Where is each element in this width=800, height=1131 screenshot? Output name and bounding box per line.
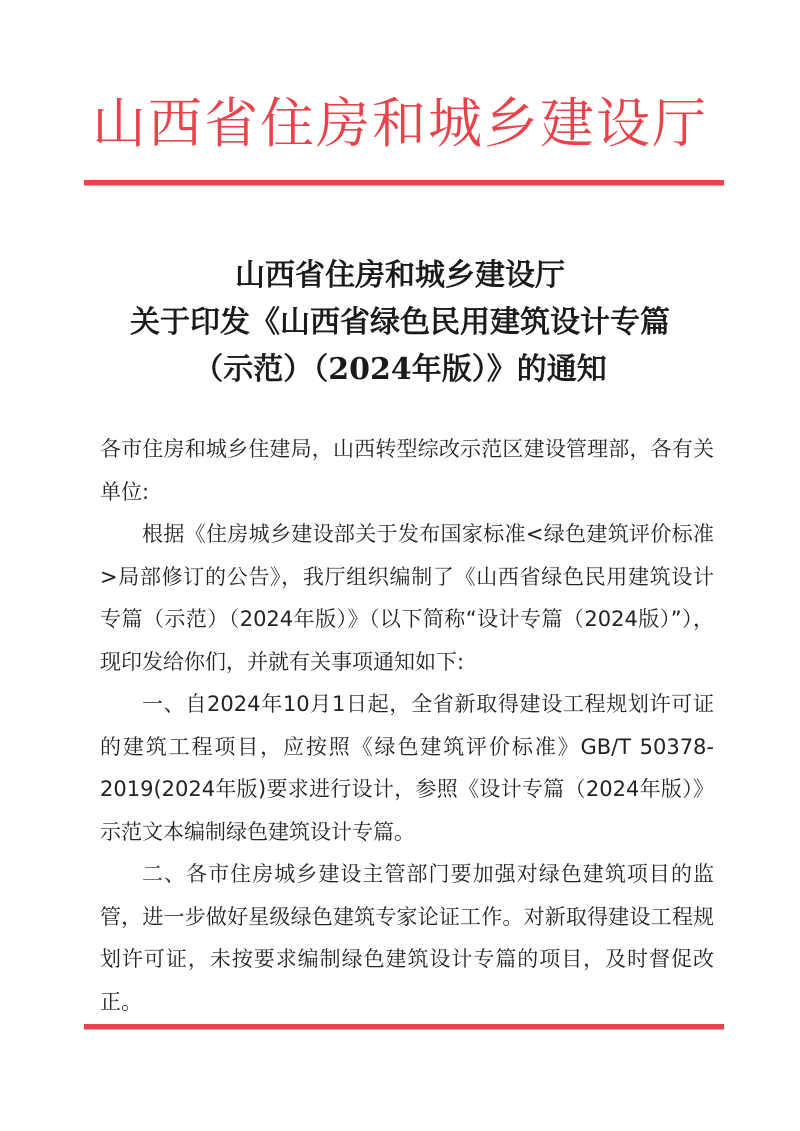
letterhead-divider-top [84,180,724,186]
paragraph-intro: 根据《住房城乡建设部关于发布国家标准<绿色建筑评价标准>局部修订的公告》，我厅组织编制了《山西省绿色民用建筑设计专篇（示范）（2024年版）》（以下简称“设计专篇（2024版）”），现印发给你们，并就有关事项通知如下: [100,522,714,674]
paragraph-item-2: 二、各市住房城乡建设主管部门要加强对绿色建筑项目的监管，进一步做好星级绿色建筑专家论证工作。对新取得建设工程规划许可证，未按要求编制绿色建筑设计专篇的项目，及时督促改正。 [100,862,714,1014]
salutation: 各市住房和城乡住建局，山西转型综改示范区建设管理部，各有关单位: [100,437,714,504]
letterhead-org-name: 山西省住房和城乡建设厅 [92,92,708,155]
footer-divider [84,1024,724,1030]
paragraph-item-1: 一、自2024年10月1日起，全省新取得建设工程规划许可证的建筑工程项目，应按照《绿色建筑评价标准》GB/T 50378-2019(2024年版)要求进行设计，参照《设计专篇（2024年版）》示范文本编制绿色建筑设计专篇。 [100,692,714,844]
document-body [100,428,714,1023]
title-line-2: 关于印发《山西省绿色民用建筑设计专篇 [130,305,670,340]
title-line-3: （示范）（2024年版）》的通知 [193,352,607,387]
document-title [0,252,800,393]
title-line-1: 山西省住房和城乡建设厅 [235,258,565,293]
